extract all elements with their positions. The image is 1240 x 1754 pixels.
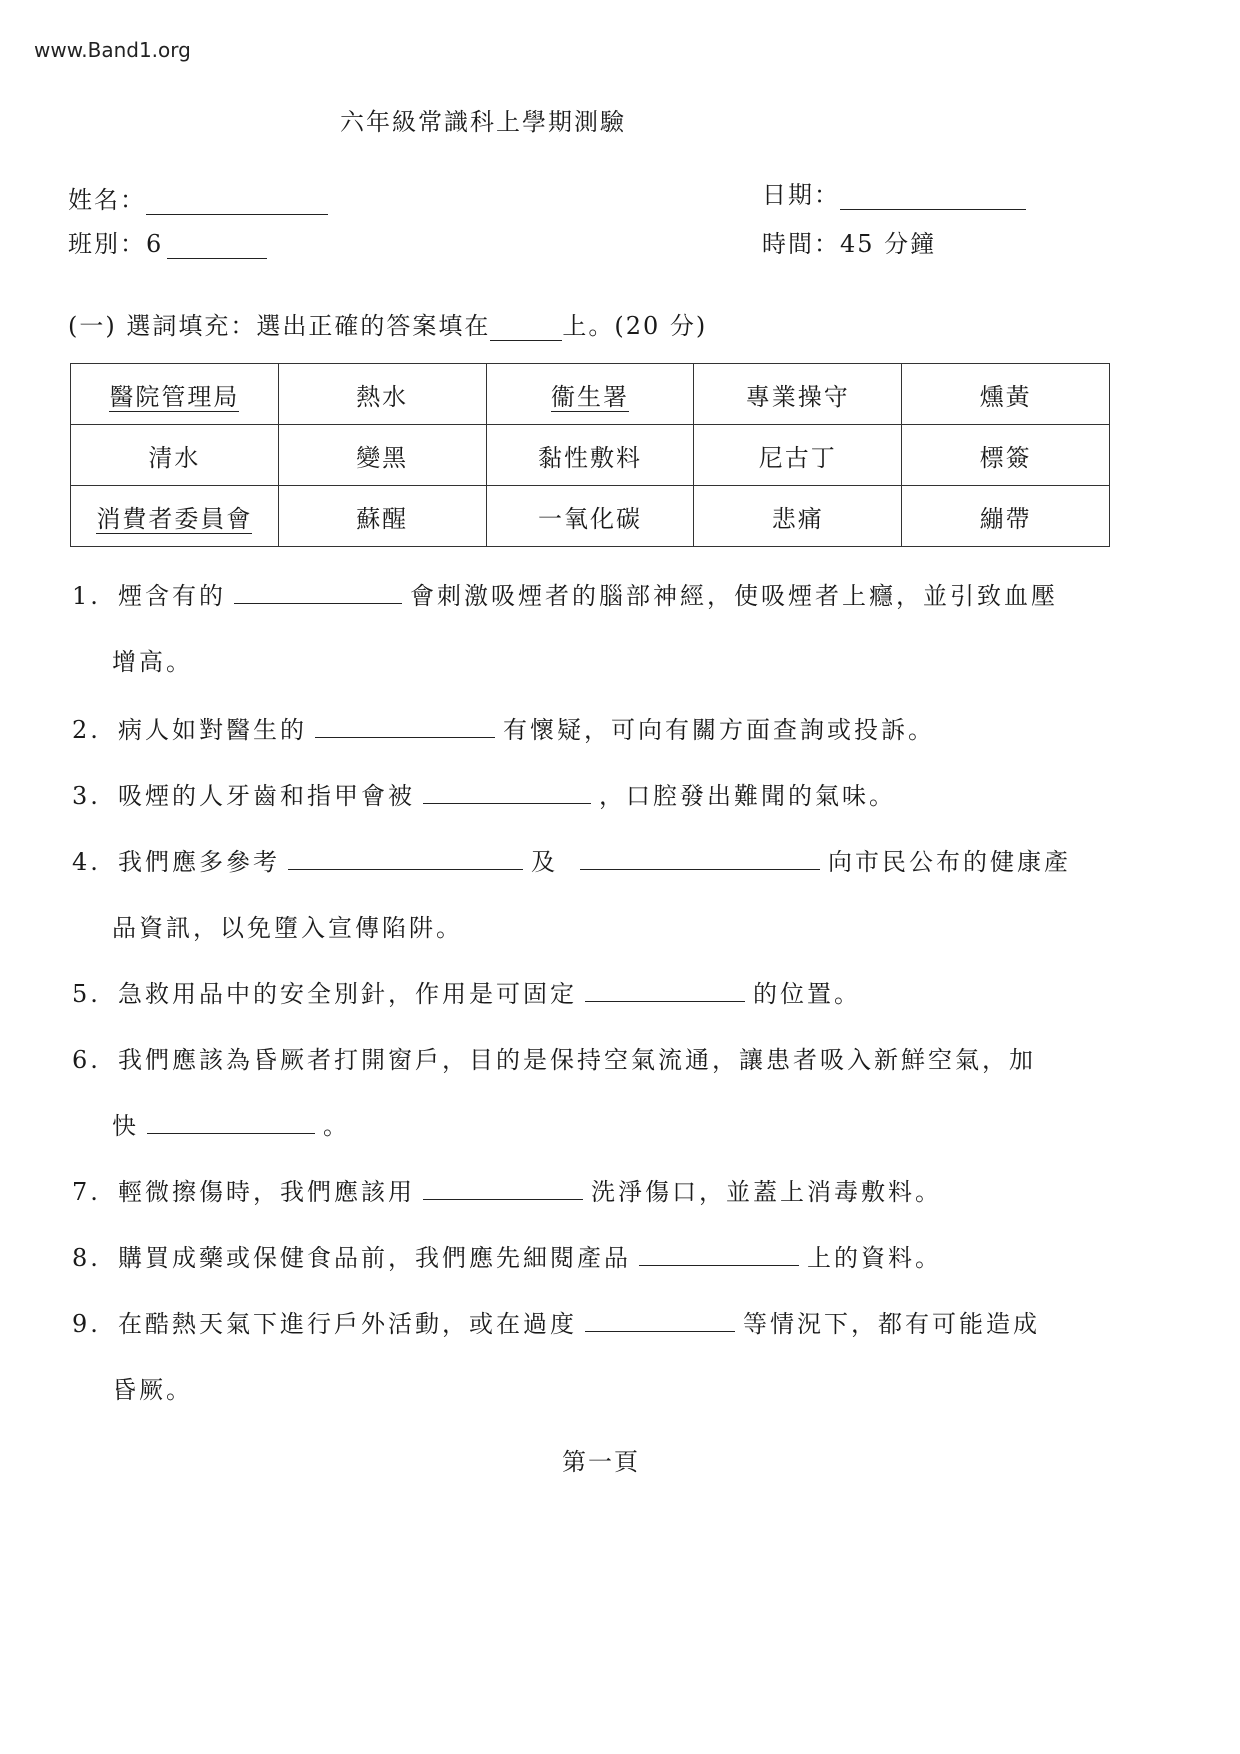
time-label: 時間：45 分鐘: [762, 230, 937, 258]
page-title: 六年級常識科上學期測驗: [340, 108, 626, 136]
question-2: 2. 病人如對醫生的 有懷疑，可向有關方面查詢或投訴。: [72, 710, 935, 745]
word-bank-cell: 蘇醒: [278, 486, 486, 547]
answer-blank-6[interactable]: [147, 1109, 315, 1134]
answer-blank-3[interactable]: [423, 779, 591, 804]
word-bank-row: [71, 486, 1110, 547]
answer-blank-4a[interactable]: [288, 845, 523, 870]
name-label: 姓名：: [68, 186, 146, 214]
word-bank-cell: 悲痛: [694, 486, 902, 547]
word-bank-cell: 清水: [71, 425, 279, 486]
date-blank[interactable]: [840, 183, 1026, 210]
word-bank-cell: 變黑: [278, 425, 486, 486]
section-1-example-blank: [490, 320, 562, 341]
word-bank-cell: 專業操守: [694, 364, 902, 425]
word-bank-cell: 標簽: [902, 425, 1110, 486]
name-field: [68, 180, 328, 215]
word-bank-cell: 尼古丁: [694, 425, 902, 486]
question-9: 9. 在酷熱天氣下進行戶外活動，或在過度 等情況下，都有可能造成: [72, 1304, 1040, 1339]
question-4-continued: 品資訊，以免墮入宣傳陷阱。: [112, 914, 463, 942]
answer-blank-4b[interactable]: [580, 845, 820, 870]
word-bank-row: [71, 364, 1110, 425]
date-label: 日期：: [762, 181, 840, 209]
word-bank-cell: 熱水: [278, 364, 486, 425]
name-blank[interactable]: [146, 188, 328, 215]
class-blank[interactable]: [167, 232, 267, 259]
word-bank-cell: 繃帶: [902, 486, 1110, 547]
class-label: 班別：6: [68, 230, 164, 258]
answer-blank-9[interactable]: [585, 1307, 735, 1332]
answer-blank-2[interactable]: [315, 713, 495, 738]
word-bank-cell: 消費者委員會: [71, 486, 279, 547]
class-field: [68, 224, 267, 259]
answer-blank-1[interactable]: [234, 579, 402, 604]
answer-blank-5[interactable]: [585, 977, 745, 1002]
time-field: [762, 224, 936, 259]
question-5: 5. 急救用品中的安全別針，作用是可固定 的位置。: [72, 974, 861, 1009]
section-1-text-before: (一) 選詞填充：選出正確的答案填在: [68, 312, 491, 340]
question-1: 1. 煙含有的 會刺激吸煙者的腦部神經，使吸煙者上癮，並引致血壓: [72, 576, 1058, 611]
word-bank-cell: 黏性敷料: [486, 425, 694, 486]
section-1-instruction: [68, 306, 707, 341]
word-bank-cell: 燻黃: [902, 364, 1110, 425]
word-bank-row: [71, 425, 1110, 486]
answer-blank-7[interactable]: [423, 1175, 583, 1200]
question-4: 4. 我們應多參考 及 向市民公布的健康產: [72, 842, 1071, 877]
question-6-continued: 快 。: [112, 1106, 350, 1141]
word-bank-cell: 一氧化碳: [486, 486, 694, 547]
word-bank-table: [70, 363, 1110, 547]
date-field: [762, 175, 1026, 210]
section-1-text-after: 上。(20 分): [562, 312, 708, 340]
question-8: 8. 購買成藥或保健食品前，我們應先細閱產品 上的資料。: [72, 1238, 942, 1273]
question-7: 7. 輕微擦傷時，我們應該用 洗淨傷口，並蓋上消毒敷料。: [72, 1172, 942, 1207]
question-3: 3. 吸煙的人牙齒和指甲會被 ，口腔發出難聞的氣味。: [72, 776, 896, 811]
page-number: 第一頁: [562, 1448, 640, 1476]
question-9-continued: 昏厥。: [112, 1376, 193, 1404]
question-1-continued: 增高。: [112, 648, 193, 676]
site-watermark: www.Band1.org: [34, 38, 191, 62]
question-6: 6. 我們應該為昏厥者打開窗戶，目的是保持空氣流通，讓患者吸入新鮮空氣，加: [72, 1046, 1036, 1074]
word-bank-cell: 醫院管理局: [71, 364, 279, 425]
answer-blank-8[interactable]: [639, 1241, 799, 1266]
word-bank-cell: 衞生署: [486, 364, 694, 425]
